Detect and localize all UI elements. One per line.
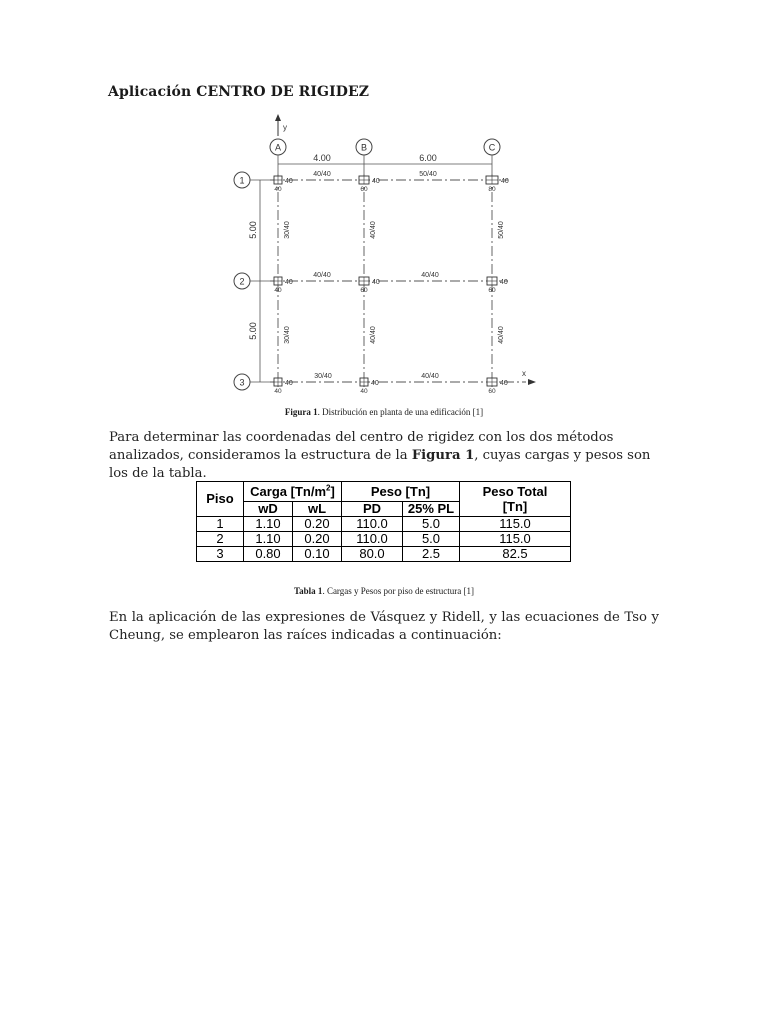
beam-labels-x bbox=[313, 171, 439, 380]
header-peso-total bbox=[460, 482, 571, 517]
cell-piso: 3 bbox=[197, 547, 244, 562]
column-label-b: B bbox=[360, 142, 368, 153]
section-heading bbox=[108, 84, 369, 100]
header-peso-total-2: [Tn] bbox=[502, 499, 528, 514]
beam-x-bc1: 50/40 bbox=[419, 171, 437, 178]
beam-x-bc3: 40/40 bbox=[421, 373, 439, 380]
col-side-b3: 40 bbox=[371, 380, 379, 387]
cell-piso: 1 bbox=[197, 517, 244, 532]
x-axis-label: x bbox=[522, 369, 526, 378]
column-bubbles bbox=[270, 139, 500, 155]
cell-pl: 5.0 bbox=[403, 532, 460, 547]
cell-wd: 0.80 bbox=[244, 547, 293, 562]
cell-piso: 2 bbox=[197, 532, 244, 547]
floor-plan-figure bbox=[226, 112, 556, 402]
x-axis-arrowhead bbox=[528, 379, 536, 385]
paragraph-intro bbox=[109, 429, 659, 483]
col-bot-a2: 40 bbox=[274, 287, 282, 294]
paragraph-methods bbox=[109, 609, 659, 645]
beam-y-b23: 40/40 bbox=[370, 326, 377, 344]
col-bot-b2: 60 bbox=[360, 287, 368, 294]
header-wd: wD bbox=[244, 502, 293, 517]
heading-title: CENTRO DE RIGIDEZ bbox=[196, 84, 370, 100]
cell-pd: 110.0 bbox=[342, 517, 403, 532]
col-bot-a3: 40 bbox=[274, 388, 282, 395]
cell-wd: 1.10 bbox=[244, 532, 293, 547]
header-peso: Peso [Tn] bbox=[342, 482, 460, 502]
row-bubbles bbox=[234, 172, 250, 390]
table-header-row-1 bbox=[197, 482, 571, 502]
cell-wl: 0.20 bbox=[293, 532, 342, 547]
header-carga bbox=[244, 482, 342, 502]
col-side-b2: 40 bbox=[372, 279, 380, 286]
paragraph-intro-figure-ref: Figura 1 bbox=[411, 448, 475, 463]
column-side-dims bbox=[285, 178, 509, 387]
header-carga-end: ] bbox=[330, 483, 335, 499]
column-label-a: A bbox=[274, 142, 282, 153]
beam-x-bc2: 40/40 bbox=[421, 272, 439, 279]
table-row bbox=[197, 517, 571, 532]
figure-caption-label: Figura 1 bbox=[284, 407, 318, 417]
beam-y-b12: 40/40 bbox=[370, 221, 377, 239]
span-x-ab: 4.00 bbox=[313, 153, 331, 163]
cell-wl: 0.20 bbox=[293, 517, 342, 532]
beam-x-ab1: 40/40 bbox=[313, 171, 331, 178]
header-piso: Piso bbox=[197, 482, 244, 517]
span-x-bc: 6.00 bbox=[419, 153, 437, 163]
floor-plan-svg bbox=[226, 112, 556, 402]
header-wl: wL bbox=[293, 502, 342, 517]
cell-pl: 2.5 bbox=[403, 547, 460, 562]
col-bot-b1: 60 bbox=[360, 186, 368, 193]
span-y-12: 5.00 bbox=[248, 221, 258, 239]
col-side-c3: 40 bbox=[500, 380, 508, 387]
column-label-c: C bbox=[488, 142, 496, 153]
cell-total: 115.0 bbox=[460, 532, 571, 547]
cell-pl: 5.0 bbox=[403, 517, 460, 532]
col-bot-c3: 60 bbox=[488, 388, 496, 395]
beam-y-a23: 30/40 bbox=[284, 326, 291, 344]
table-caption-text: . Cargas y Pesos por piso de estructura [1] bbox=[322, 586, 474, 596]
cell-wd: 1.10 bbox=[244, 517, 293, 532]
y-axis-label: y bbox=[283, 123, 287, 132]
col-side-a1: 40 bbox=[285, 178, 293, 185]
col-bot-c2: 60 bbox=[488, 287, 496, 294]
header-pl: 25% PL bbox=[403, 502, 460, 517]
table-row bbox=[197, 532, 571, 547]
table-row bbox=[197, 547, 571, 562]
cell-total: 115.0 bbox=[460, 517, 571, 532]
beam-labels-y bbox=[284, 221, 505, 344]
paragraph-methods-line-1: En la aplicación de las expresiones de Vásquez y Ridell, y las ecuaciones de Tso y bbox=[109, 610, 659, 625]
header-carga-sup: 2 bbox=[326, 483, 331, 493]
row-label-1: 1 bbox=[239, 175, 245, 186]
y-axis-arrowhead bbox=[275, 114, 281, 121]
col-side-b1: 40 bbox=[372, 178, 380, 185]
cell-wl: 0.10 bbox=[293, 547, 342, 562]
cell-pd: 110.0 bbox=[342, 532, 403, 547]
beam-x-ab3: 30/40 bbox=[314, 373, 332, 380]
loads-table bbox=[196, 481, 571, 562]
header-carga-text: Carga [Tn/m bbox=[250, 483, 327, 499]
beam-x-ab2: 40/40 bbox=[313, 272, 331, 279]
row-label-2: 2 bbox=[239, 276, 245, 287]
figure-caption bbox=[0, 407, 768, 417]
heading-prefix: Aplicación bbox=[108, 84, 192, 100]
cell-total: 82.5 bbox=[460, 547, 571, 562]
header-pd: PD bbox=[342, 502, 403, 517]
beam-y-a12: 30/40 bbox=[284, 221, 291, 239]
paragraph-methods-line-2: Cheung, se emplearon las raíces indicadas a continuación: bbox=[109, 628, 502, 643]
col-bot-b3: 40 bbox=[360, 388, 368, 395]
col-bot-a1: 40 bbox=[274, 186, 282, 193]
table-caption bbox=[0, 586, 768, 596]
span-y-23: 5.00 bbox=[248, 322, 258, 340]
col-side-c1: 40 bbox=[501, 178, 509, 185]
col-side-c2: 40 bbox=[500, 279, 508, 286]
figure-caption-text: . Distribución en planta de una edificación [1] bbox=[317, 407, 484, 417]
row-label-3: 3 bbox=[239, 377, 245, 388]
header-peso-total-1: Peso Total bbox=[482, 484, 548, 499]
column-bottom-dims bbox=[274, 186, 496, 395]
col-side-a3: 40 bbox=[285, 380, 293, 387]
beam-y-c23: 40/40 bbox=[498, 326, 505, 344]
col-side-a2: 40 bbox=[285, 279, 293, 286]
cell-pd: 80.0 bbox=[342, 547, 403, 562]
table-caption-label: Tabla 1 bbox=[294, 586, 323, 596]
paragraph-intro-b: , cuyas cargas y pesos son los de la tabla. bbox=[109, 448, 651, 481]
paragraph-intro-a: Para determinar las coordenadas del centro de rigidez con los dos métodos analizados, consideramos la estructura de la bbox=[109, 430, 614, 463]
beam-y-c12: 50/40 bbox=[498, 221, 505, 239]
col-bot-c1: 80 bbox=[488, 186, 496, 193]
